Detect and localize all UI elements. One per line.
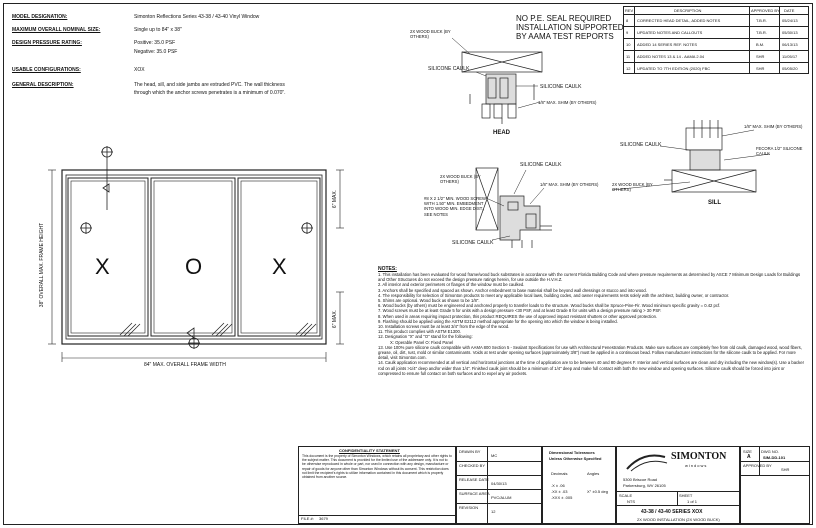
logo-mark-icon [623, 449, 669, 473]
note-item: 14. Caulk application recommended at all vertical and horizontal junctions at the time of application are to be between 40 and 80 degrees F. Interior and vertical surfaces are clean and dry including the new window(s). Use a backer rod on all joints >1/4" deep and/or wider than 1/4". Finished caulk joint should be a minimum of 1/4" deep and make full contact with both the new window and opening surfaces. Silicone caulk should be forced into joint or compressed to ensure full contact on both surfaces and to expel any air pockets. [378, 360, 804, 376]
dwg-number-box [740, 446, 810, 524]
note-item: 7. Wood screws must be at least Grade 5 for units with a design pressure <30 PSF, and at least Grade 8 for units with a design pressure rating > 30 PSF. [378, 308, 662, 314]
decimals-label: Decimals [551, 471, 568, 476]
pressure-label: DESIGN PRESSURE RATING: [12, 40, 82, 46]
sheet-value: 1 of 1 [687, 499, 698, 504]
drawn-label: DRAWN BY [459, 449, 481, 454]
approved-value: SHR [781, 467, 790, 472]
head-caulk-right-callout: SILICONE CAULK [540, 84, 582, 90]
release-label: RELEASE DATE [459, 477, 489, 482]
note-item: 2. All interior and exterior perimeters or flanges of the window must be caulked. [378, 282, 525, 288]
sill-title: SILL [708, 200, 721, 206]
disclaimer-text: This document is the property of Simonton Windows, which retains all proprietary and other rights to the subject matter. This document is provided for the limited use of the addressee only. It is not to be otherwise reproduced in whole or part, nor used in connection with any design, manufacture or repair of goods for anyone other than Simonton Windows without its consent. This restriction does not limit the recipient's rights to utilize information contained in this document which is properly obtained from another source. [302, 454, 452, 480]
dwg-value: SIM-DD-101 [763, 455, 786, 460]
note-item: X: Operable Panel O: Fixed Panel [390, 339, 454, 345]
rev-header-rev: REV [625, 8, 634, 13]
address-line-1: 5300 Briscoe Road [623, 477, 658, 482]
rev-approver: T.B.R. [756, 30, 767, 35]
checked-label: CHECKED BY [459, 463, 486, 468]
config-label: USABLE CONFIGURATIONS: [12, 67, 81, 73]
rev-approver: T.B.R. [756, 18, 767, 23]
note-item: 5. Shims are optional. Wood buck as shown to be 1/8". [378, 298, 480, 304]
table-row: 9 [626, 30, 629, 35]
rev-desc: ADDED 14 SERIES REF. NOTES [637, 42, 698, 47]
sill-detail [664, 120, 756, 192]
file-number-box [298, 515, 456, 524]
rev-header-date: DATE [784, 8, 795, 13]
height-dimension: 38" OVERALL MAX. FRAME HEIGHT [39, 222, 45, 308]
rev-desc: CORRECTED HEAD DETAIL, ADDED NOTES [637, 18, 721, 23]
size-value: Single up to 84" x 38" [134, 27, 182, 33]
width-dimension: 84" MAX. OVERALL FRAME WIDTH [144, 362, 226, 368]
company-subtitle: windows [685, 463, 708, 468]
head-shim-callout: 1/8" MAX. SHIM (BY OTHERS) [538, 100, 597, 105]
revision-value: 12 [491, 509, 496, 514]
pressure-negative: Negative: 35.0 PSF [134, 49, 178, 55]
pane-label-left: X [95, 254, 110, 279]
note-item: 4. The responsibility for selection of Simonton products to meet any applicable local laws, building codes, and owner requirements rests solely with the architect, building owner, or contractor. [378, 292, 730, 298]
note-item: 13. Use 100% pure silicone caulk compatible with AAMA 800 Section 5 - Sealant Specifications for use with Architectural Fenestration Products. Make sure surfaces are completely free from old caulk, damaged wood, wood fibers, grease, oil, dirt, rust, mold or similar contaminants. Voids at rest under opening surfaces (approximately 3/8") must be applied in a continuous bead. Follow manufacturer instructions for the silicone caulk to be applied. For more detail, visit Simonton.com. [378, 344, 802, 361]
dwg-label: DWG NO. [761, 449, 779, 454]
confidentiality-box [298, 446, 456, 516]
decimal-tolerance-2: .XX ± .03 [551, 489, 568, 494]
pane-label-center: O [185, 254, 203, 279]
drawn-value: MC [491, 453, 498, 458]
rev-header-desc: DESCRIPTION [674, 8, 702, 13]
revision-label: REVISION [459, 505, 479, 510]
sill-caulk-callout: SILICONE CAULK [620, 142, 662, 148]
surface-label: SURFACE AREA [459, 491, 490, 496]
approved-label: APPROVED BY [743, 463, 772, 468]
decimal-tolerance-1: .X ± .06 [551, 483, 565, 488]
rev-desc: UPDATED TO 7TH EDITION (2020) FBC [637, 66, 711, 71]
tolerance-title: Dimensional Tolerances [549, 450, 595, 455]
max-bottom-dimension: 6" MAX. [332, 309, 339, 329]
max-top-dimension: 6" MAX. [332, 189, 339, 209]
rev-approver: SHR [756, 66, 765, 71]
disclaimer-title: CONFIDENTIALITY STATEMENT [339, 448, 400, 453]
sill-shim-callout: 1/8" MAX. SHIM (BY OTHERS) [744, 124, 803, 129]
tolerance-subtitle: Unless Otherwise Specified [549, 456, 602, 461]
address-line-2: Parkersburg, WV 26105 [623, 483, 666, 488]
decimal-tolerance-3: .XXX ± .005 [551, 495, 573, 500]
head-detail [462, 52, 542, 124]
note-item: 1. This installation has been evaluated for wood frame/wood buck substrates in accordance with the current Florida Building Code and where pressure requirements as determined by ASCE 7 Minimum Design Loads for Buildings and Other Structures do not exceed the design pressure ratings herein, for use outside the H.V.H.Z. [378, 272, 801, 283]
company-box [616, 446, 740, 524]
size-label: MAXIMUM OVERALL NOMINAL SIZE: [12, 27, 101, 33]
rev-date: 06/13/13 [782, 42, 798, 47]
rev-header-approved: APPROVED BY [751, 8, 780, 13]
rev-desc: ADDED NOTES 13 & 14 - AAMA 2.04 [637, 54, 705, 59]
sill-buck-callout: 2X WOOD BUCK (BY OTHERS) [612, 182, 653, 193]
tolerance-box [542, 446, 616, 524]
sheet-label: SHEET [679, 493, 693, 498]
pressure-positive: Positive: 35.0 PSF [134, 40, 176, 46]
file-label: FILE #: [301, 516, 314, 521]
note-item: 3. Anchors shall be specified and spaced as shown. Anchor embedment to base material shall be beyond wall dressings or stucco and into wood. [378, 287, 647, 293]
jamb-buck-callout: 2X WOOD BUCK (BY OTHERS) [440, 174, 481, 185]
note-item: 8. When used in areas requiring impact protection, this product REQUIRES the use of approved impact resistant shutters or other approved protection. [378, 313, 658, 319]
note-item: 9. Flashing should be applied using the ASTM E2112 method appropriate for the opening into which the window is being installed. [378, 318, 618, 324]
rev-date: 05/30/13 [782, 30, 798, 35]
rev-date: 05/24/13 [782, 18, 798, 23]
sill-fecora-callout: FECORA 1/2" SILICONE CAULK [756, 146, 803, 157]
head-title: HEAD [493, 130, 511, 136]
drawing-title: 43-38 / 43-40 SERIES XOX [641, 509, 703, 515]
table-row: 8 [626, 18, 629, 23]
jamb-screw-callout: #8 X 2 1/2" MIN. WOOD SCREW WITH 1.50" MIN. EMBEDMENT INTO WOOD MIN. EDGE DIST., SEE NOTES [424, 196, 486, 217]
drawing-info-box [456, 446, 542, 524]
company-name: SIMONTON [671, 451, 727, 462]
surface-value: PVC/ALUM [491, 495, 512, 500]
notes-title: NOTES: [378, 266, 397, 272]
table-row: 10 [626, 42, 631, 47]
note-item: 11. This product complies with ASTM E1300. [378, 329, 461, 335]
model-label: MODEL DESIGNATION: [12, 14, 68, 20]
pane-label-right: X [272, 254, 287, 279]
note-item: 12. Designation "X" and "O" stand for the following: [378, 334, 473, 340]
description-line-2: through which the anchor screws penetrates is a minimum of 0.070". [134, 90, 286, 96]
scale-value: NTS [627, 499, 635, 504]
rev-date: 05/05/20 [782, 66, 798, 71]
seal-line-3: BY AAMA TEST REPORTS [516, 32, 614, 41]
jamb-caulk-bottom-callout: SILICONE CAULK [452, 240, 494, 246]
file-value: 3679 [319, 516, 328, 521]
model-value: Simonton Reflections Series 43-38 / 43-40 Vinyl Window [134, 14, 260, 20]
rev-date: 11/05/17 [782, 54, 798, 59]
seal-line-2: INSTALLATION SUPPORTED [516, 23, 624, 32]
drawing-subtitle: 2X WOOD INSTALLATION (2X WOOD BUCK) [637, 517, 720, 522]
size-label: SIZE [743, 449, 752, 454]
notes-block [378, 266, 806, 376]
table-row: 12 [626, 66, 631, 71]
release-value: 04/30/13 [491, 481, 507, 486]
scale-label: SCALE [619, 493, 633, 498]
note-item: 6. Wood bucks (by others) must be engineered and anchored properly to transfer loads to the structure. Wood bucks shall be Spruce-Pine-Fir. Wood minimum specific gravity = 0.42 pcf. [378, 303, 721, 309]
description-line-1: The head, sill, and side jambs are extruded PVC. The wall thickness [134, 82, 285, 88]
rev-desc: UPDATED NOTES AND CALLOUTS [637, 30, 703, 35]
description-label: GENERAL DESCRIPTION: [12, 82, 74, 88]
angle-tolerance: X° ±0.5 deg [587, 489, 608, 494]
head-caulk-left-callout: SILICONE CAULK [428, 66, 470, 72]
config-value: XOX [134, 67, 145, 73]
simonton-logo [619, 449, 737, 473]
rev-approver: SHR [756, 54, 765, 59]
jamb-caulk-callout: SILICONE CAULK [520, 162, 562, 168]
table-row: 11 [626, 54, 631, 59]
rev-approver: B.M. [756, 42, 765, 47]
jamb-shim-callout: 1/8" MAX. SHIM (BY OTHERS) [540, 182, 599, 187]
note-item: 10. Installation screws must be at least 3/4" from the edge of the wood. [378, 324, 510, 330]
head-buck-callout: 2X WOOD BUCK (BY OTHERS) [410, 29, 451, 40]
seal-line-1: NO P.E. SEAL REQUIRED [516, 14, 612, 23]
size-value: A [747, 454, 751, 460]
angles-label: Angles [587, 471, 600, 476]
